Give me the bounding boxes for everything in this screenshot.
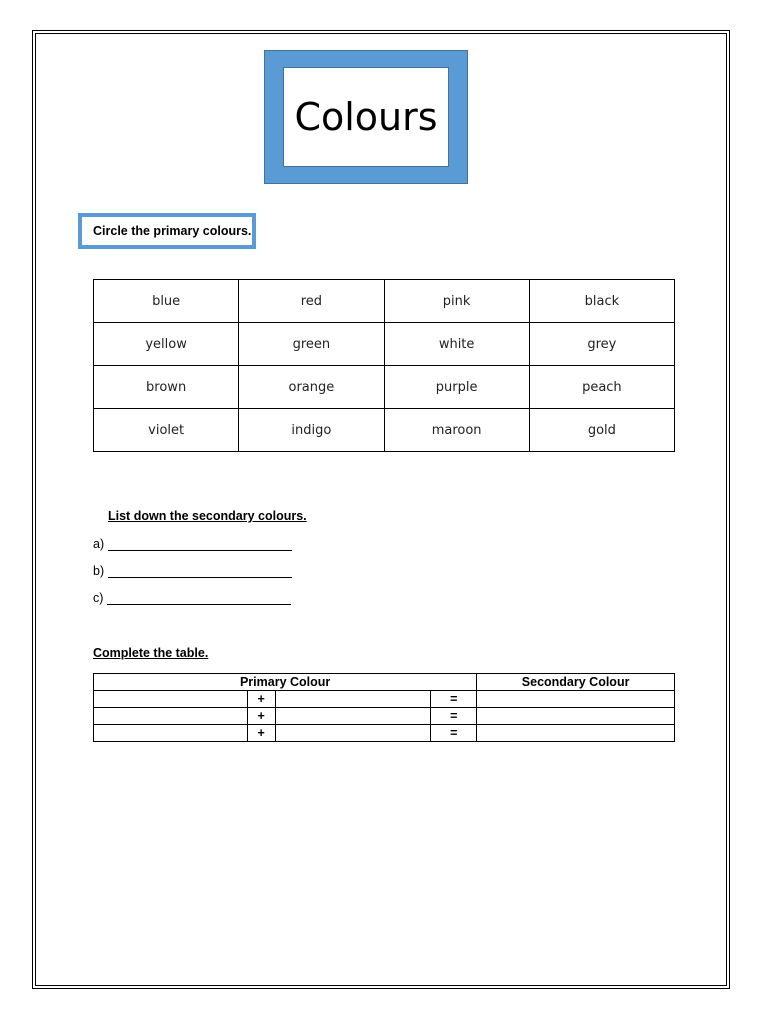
answer-line-c bbox=[93, 591, 291, 605]
secondary-colour-header: Secondary Colour bbox=[477, 674, 675, 691]
answer-blank[interactable] bbox=[108, 565, 292, 578]
answer-line-b bbox=[93, 564, 292, 578]
word-cell[interactable]: yellow bbox=[94, 323, 239, 366]
colour-mixing-table bbox=[93, 673, 675, 742]
answer-line-a bbox=[93, 537, 292, 551]
primary-cell-1[interactable] bbox=[94, 725, 248, 742]
word-cell[interactable]: grey bbox=[529, 323, 674, 366]
word-cell[interactable]: maroon bbox=[384, 409, 529, 452]
answer-label: c) bbox=[93, 591, 104, 605]
answer-label: a) bbox=[93, 537, 105, 551]
word-cell[interactable]: violet bbox=[94, 409, 239, 452]
colour-word-grid bbox=[93, 279, 675, 452]
secondary-cell[interactable] bbox=[477, 708, 675, 725]
primary-cell-2[interactable] bbox=[275, 691, 431, 708]
word-cell[interactable]: peach bbox=[529, 366, 674, 409]
plus-sign: + bbox=[247, 691, 275, 708]
word-cell[interactable]: green bbox=[239, 323, 384, 366]
word-cell[interactable]: white bbox=[384, 323, 529, 366]
instruction-label: Circle the primary colours. bbox=[82, 217, 252, 245]
equals-sign: = bbox=[431, 725, 477, 742]
equals-sign: = bbox=[431, 691, 477, 708]
word-cell[interactable]: gold bbox=[529, 409, 674, 452]
title-frame bbox=[264, 50, 468, 184]
word-cell[interactable]: red bbox=[239, 280, 384, 323]
primary-cell-2[interactable] bbox=[275, 708, 431, 725]
page-title: Colours bbox=[283, 67, 449, 167]
word-cell[interactable]: brown bbox=[94, 366, 239, 409]
primary-colour-header: Primary Colour bbox=[94, 674, 477, 691]
word-cell[interactable]: pink bbox=[384, 280, 529, 323]
equals-sign: = bbox=[431, 708, 477, 725]
table-row bbox=[94, 725, 675, 742]
secondary-heading: List down the secondary colours. bbox=[108, 509, 307, 523]
table-row bbox=[94, 409, 675, 452]
secondary-cell[interactable] bbox=[477, 691, 675, 708]
word-cell[interactable]: orange bbox=[239, 366, 384, 409]
instruction-frame bbox=[78, 213, 256, 249]
primary-cell-2[interactable] bbox=[275, 725, 431, 742]
answer-blank[interactable] bbox=[108, 538, 292, 551]
word-cell[interactable]: blue bbox=[94, 280, 239, 323]
table-row bbox=[94, 708, 675, 725]
word-cell[interactable]: purple bbox=[384, 366, 529, 409]
table-heading: Complete the table. bbox=[93, 646, 209, 660]
word-cell[interactable]: black bbox=[529, 280, 674, 323]
table-header-row bbox=[94, 674, 675, 691]
table-row bbox=[94, 691, 675, 708]
plus-sign: + bbox=[247, 708, 275, 725]
table-row bbox=[94, 323, 675, 366]
word-cell[interactable]: indigo bbox=[239, 409, 384, 452]
secondary-cell[interactable] bbox=[477, 725, 675, 742]
table-row bbox=[94, 366, 675, 409]
primary-cell-1[interactable] bbox=[94, 708, 248, 725]
table-row bbox=[94, 280, 675, 323]
plus-sign: + bbox=[247, 725, 275, 742]
answer-blank[interactable] bbox=[107, 592, 291, 605]
primary-cell-1[interactable] bbox=[94, 691, 248, 708]
answer-label: b) bbox=[93, 564, 105, 578]
